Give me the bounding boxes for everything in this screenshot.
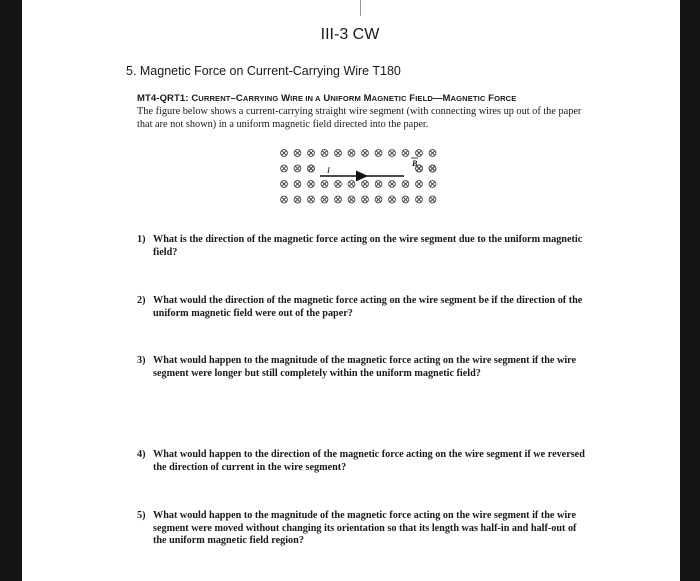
field-into-page-icon [321, 196, 328, 203]
field-into-page-icon [281, 150, 288, 157]
question-number: 3) [137, 355, 146, 366]
question-number: 2) [137, 295, 146, 306]
field-into-page-icon [375, 181, 382, 188]
top-divider-line [360, 0, 361, 16]
field-into-page-icon [416, 196, 423, 203]
field-into-page-icon [348, 181, 355, 188]
field-into-page-icon [294, 165, 301, 172]
field-into-page-icon [335, 196, 342, 203]
field-into-page-icon [389, 150, 396, 157]
left-dark-border [0, 0, 22, 581]
field-into-page-icon [348, 150, 355, 157]
field-into-page-icon [389, 181, 396, 188]
task-heading [137, 93, 516, 104]
question-number: 1) [137, 234, 146, 245]
question-3 [137, 355, 587, 380]
field-into-page-icon [429, 150, 436, 157]
field-into-page-icon [335, 181, 342, 188]
question-number: 5) [137, 510, 146, 521]
field-into-page-icon [389, 196, 396, 203]
question-text: What is the direction of the magnetic force acting on the wire segment due to the uniform magnetic field? [153, 234, 583, 258]
wire-field-figure [272, 142, 442, 217]
task-intro: The figure below shows a current-carrying straight wire segment (with connecting wires up out of the paper that are not shown) in a uniform magnetic field directed into the paper. [137, 106, 582, 130]
field-into-page-icon [348, 196, 355, 203]
field-into-page-icon [308, 181, 315, 188]
question-text: What would the direction of the magnetic force acting on the wire segment be if the direction of the uniform magnetic field were out of the paper? [153, 295, 583, 319]
field-into-page-icon [294, 150, 301, 157]
field-into-page-icon [362, 196, 369, 203]
field-into-page-icon [375, 196, 382, 203]
field-into-page-icon [294, 196, 301, 203]
field-into-page-icon [308, 196, 315, 203]
field-into-page-icon [402, 150, 409, 157]
question-5 [137, 510, 587, 548]
field-into-page-icon [281, 196, 288, 203]
current-arrow-icon [356, 171, 368, 182]
section-title: 5. Magnetic Force on Current-Carrying Wire T180 [126, 64, 401, 78]
question-2 [137, 295, 587, 320]
field-into-page-icon [281, 165, 288, 172]
field-into-page-icon [429, 181, 436, 188]
field-into-page-icon [375, 150, 382, 157]
field-into-page-icon [321, 181, 328, 188]
question-number: 4) [137, 449, 146, 460]
field-into-page-icon [294, 181, 301, 188]
right-dark-border [680, 0, 700, 581]
field-into-page-icon [308, 165, 315, 172]
question-text: What would happen to the magnitude of the magnetic force acting on the wire segment if the wire segment were longer but still completely within the uniform magnetic field? [153, 355, 577, 379]
field-into-page-icon [429, 165, 436, 172]
question-1 [137, 234, 587, 259]
question-text: What would happen to the direction of the magnetic force acting on the wire segment if we reversed the direction of current in the wire segment? [153, 449, 585, 473]
field-into-page-icon [321, 150, 328, 157]
current-label: I [327, 165, 330, 175]
field-into-page-icon [416, 181, 423, 188]
question-4 [137, 449, 587, 474]
page-title: III-3 CW [320, 26, 380, 43]
field-into-page-icon [429, 196, 436, 203]
task-code: MT4-QRT1: [137, 93, 189, 104]
field-label: B [412, 159, 418, 168]
field-into-page-icon [281, 181, 288, 188]
question-text: What would happen to the magnitude of the magnetic force acting on the wire segment if the wire segment were moved without changing its orientation so that its length was half-in and half-out of the uniform magnetic field region? [153, 510, 577, 546]
field-into-page-icon [308, 150, 315, 157]
field-into-page-icon [416, 150, 423, 157]
field-into-page-icon [402, 181, 409, 188]
field-into-page-icon [362, 181, 369, 188]
task-title: CURRENT–CARRYING WIRE IN A UNIFORM MAGNETIC FIELD—MAGNETIC FORCE [191, 93, 517, 104]
field-into-page-icon [402, 196, 409, 203]
field-into-page-icon [362, 150, 369, 157]
field-into-page-icon [335, 150, 342, 157]
